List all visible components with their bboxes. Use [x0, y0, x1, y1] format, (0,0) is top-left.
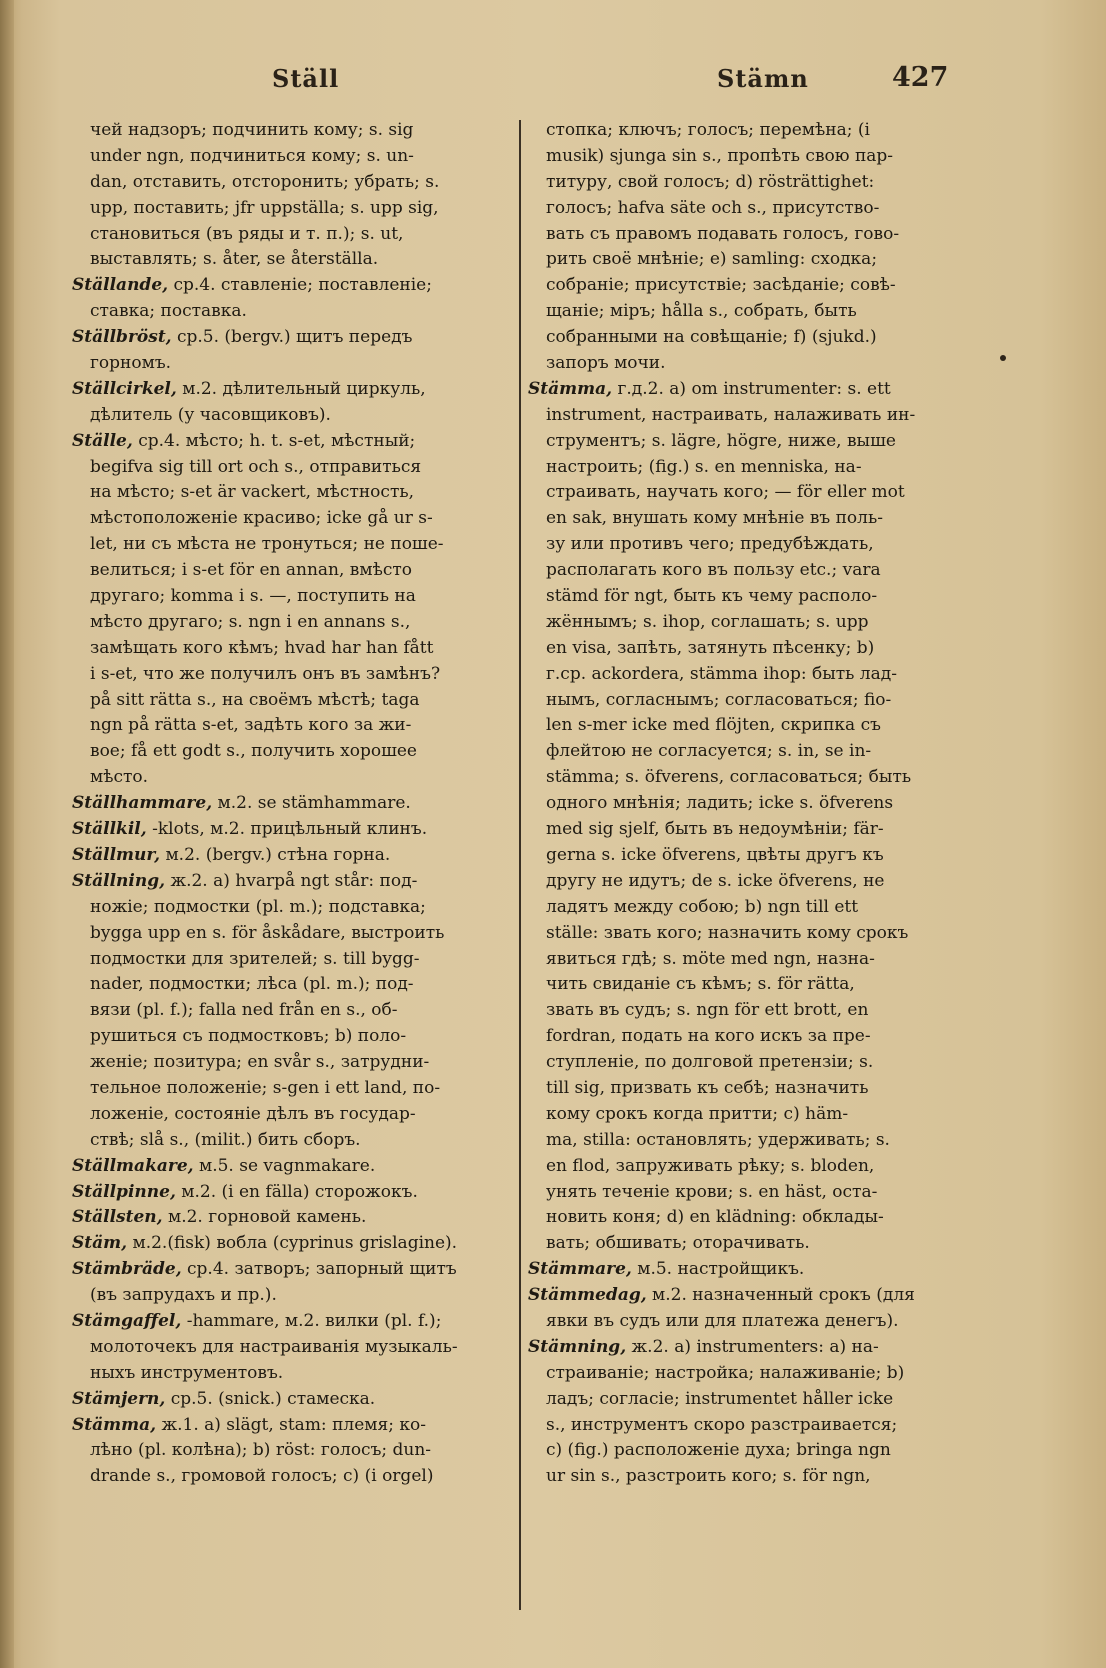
entry-text-line: вое; få ett godt s., получить хорошее	[90, 741, 417, 762]
entry-text-line: ножіе; подмостки (pl. m.); подставка;	[90, 896, 426, 917]
entry-text-line: мѣстоположеніе красиво; icke gå ur s-	[90, 508, 433, 529]
entry-text-line: явки въ судъ или для платежа денегъ).	[546, 1310, 899, 1331]
entry-text-line: струментъ; s. lägre, högre, ниже, выше	[546, 430, 896, 451]
entry-text-line: på sitt rätta s., на своёмъ мѣстѣ; taga	[90, 689, 420, 710]
entry-headword-line: Ställe, ср.4. мѣсто; h. t. s-et, мѣстный;	[72, 430, 416, 451]
entry-text-line: ma, stilla: остановлять; удерживать; s.	[546, 1129, 890, 1150]
entry-text-line: nader, подмостки; лѣса (pl. m.); под-	[90, 974, 414, 995]
headword: Stämma,	[528, 378, 613, 399]
entry-headword-line: Stämbräde, ср.4. затворъ; запорный щитъ	[72, 1259, 457, 1280]
entry-text-line: одного мнѣнія; ладить; icke s. öfverens	[546, 793, 894, 814]
entry-text-line: горномъ.	[90, 353, 172, 374]
left-column	[72, 118, 514, 1490]
entry-text-line: вать съ правомъ подавать голосъ, гово-	[546, 223, 900, 244]
entry-text-line: en visa, запѣть, затянуть пѣсенку; b)	[546, 637, 875, 658]
entry-text-line: титуру, свой голосъ; d) rösträttighet:	[546, 171, 875, 192]
entry-headword-line: Stämma, ж.1. a) slägt, stam: племя; ко-	[72, 1414, 426, 1435]
entry-text-line: under ngn, подчиниться кому; s. un-	[90, 145, 414, 166]
entry-text-line: тельное положеніе; s-gen i ett land, по-	[90, 1077, 441, 1098]
entry-text-line: молоточекъ для настраиванія музыкаль-	[90, 1336, 458, 1357]
entry-headword-line: Stämma, г.д.2. a) om instrumenter: s. ett	[528, 378, 891, 399]
headword: Stämbräde,	[72, 1259, 182, 1280]
entry-text-line: флейтою не согласуется; s. in, se in-	[546, 741, 872, 762]
page-header	[0, 60, 1106, 100]
entry-text-line: med sig sjelf, быть въ недоумѣніи; fär-	[546, 819, 884, 840]
entry-text-line: рить своё мнѣніе; e) samling: сходка;	[546, 249, 878, 270]
entry-headword-line: Stämmare, м.5. настройщикъ.	[528, 1259, 805, 1280]
entry-text-line: let, ни съ мѣста не тронуться; не поше-	[90, 534, 444, 555]
entry-headword-line: Ställmur, м.2. (bergv.) стѣна горна.	[72, 844, 391, 865]
entry-text-line: подмостки для зрителей; s. till bygg-	[90, 948, 420, 969]
entry-text-line: ступленіе, по долговой претензіи; s.	[546, 1052, 874, 1073]
entry-text-line: musik) sjunga sin s., пропѣть свою пар-	[546, 145, 894, 166]
headword: Ställhammare,	[72, 793, 213, 814]
headword: Stäm,	[72, 1233, 128, 1254]
headword: Ställande,	[72, 275, 169, 296]
entry-headword-line: Ställmakare, м.5. se vagnmakare.	[72, 1155, 376, 1176]
entry-headword-line: Stäm, м.2.(fisk) вобла (cyprinus grislagine).	[72, 1233, 458, 1254]
entry-headword-line: Ställsten, м.2. горновой камень.	[72, 1207, 367, 1228]
entry-text-line: становиться (въ ряды и т. п.); s. ut,	[90, 223, 404, 244]
entry-text-line: ныхъ инструментовъ.	[90, 1362, 284, 1383]
entry-text-line: чить свиданіе съ кѣмъ; s. för rätta,	[546, 974, 855, 995]
entry-text-line: (въ запрудахъ и пр.).	[90, 1285, 277, 1306]
headword: Stämmare,	[528, 1259, 632, 1280]
entry-text-line: i s-et, что же получилъ онъ въ замѣнъ?	[90, 663, 441, 684]
entry-headword-line: Ställkil, -klots, м.2. прицѣльный клинъ.	[72, 819, 428, 840]
page-binding-edge	[0, 0, 14, 1668]
entry-text-line: stämma; s. öfverens, согласоваться; быть	[546, 767, 912, 788]
headword: Ställsten,	[72, 1207, 163, 1228]
entry-text-line: на мѣсто; s-et är vackert, мѣстность,	[90, 482, 415, 503]
entry-text-line: len s-mer icke med flöjten, скрипка съ	[546, 715, 881, 736]
entry-text-line: зу или противъ чего; предубѣждать,	[546, 534, 874, 555]
headword: Ställkil,	[72, 819, 147, 840]
entry-headword-line: Ställbröst, ср.5. (bergv.) щитъ передъ	[72, 327, 413, 348]
entry-text-line: ложеніе, состояніе дѣлъ въ государ-	[90, 1103, 416, 1124]
entry-text-line: нымъ, согласнымъ; согласоваться; fio-	[546, 689, 892, 710]
entry-text-line: ладятъ между собою; b) ngn till ett	[546, 896, 859, 917]
entry-text-line: ställe: звать кого; назначить кому срокъ	[546, 922, 909, 943]
headword: Ställpinne,	[72, 1181, 176, 1202]
entry-headword-line: Stämgaffel, -hammare, м.2. вилки (pl. f.);	[72, 1310, 442, 1331]
entry-text-line: instrument, настраивать, налаживать ин-	[546, 404, 916, 425]
headword: Ställmakare,	[72, 1155, 194, 1176]
entry-headword-line: Stämjern, ср.5. (snick.) стамеска.	[72, 1388, 376, 1409]
entry-text-line: другаго; komma i s. —, поступить на	[90, 586, 416, 607]
entry-text-line: страивать, научать кого; — för eller mot	[546, 482, 905, 503]
entry-text-line: выставлять; s. åter, se återställa.	[90, 249, 379, 270]
entry-headword-line: Stämmedag, м.2. назначенный срокъ (для	[528, 1285, 915, 1306]
entry-text-line: щаніе; міръ; hålla s., собрать, быть	[546, 301, 857, 322]
entry-text-line: голосъ; hafva säte och s., присутство-	[546, 197, 880, 218]
entry-text-line: вязи (pl. f.); falla ned från en s., об-	[90, 1000, 398, 1021]
entry-text-line: страиваніе; настройка; налаживаніе; b)	[546, 1362, 905, 1383]
entry-text-line: en sak, внушать кому мнѣніе въ поль-	[546, 508, 883, 529]
headword: Stämning,	[528, 1336, 627, 1357]
entry-text-line: кому срокъ когда притти; c) häm-	[546, 1103, 849, 1124]
headword: Ställning,	[72, 870, 166, 891]
entry-text-line: ngn på rätta s-et, задѣть кого за жи-	[90, 715, 412, 736]
entry-text-line: en flod, запруживать рѣку; s. bloden,	[546, 1155, 875, 1176]
entry-text-line: c) (fig.) расположеніе духа; bringa ngn	[546, 1440, 891, 1461]
entry-text-line: располагать кого въ пользу etc.; vara	[546, 560, 881, 581]
headword: Ställbröst,	[72, 327, 172, 348]
entry-text-line: ладъ; согласіе; instrumentet håller icke	[546, 1388, 894, 1409]
entry-text-line: велиться; i s-et för en annan, вмѣсто	[90, 560, 413, 581]
entry-text-line: ставка; поставка.	[90, 301, 247, 322]
entry-text-line: лѣно (pl. колѣна); b) röst: голосъ; dun-	[90, 1440, 432, 1461]
entry-headword-line: Ställcirkel, м.2. дѣлительный циркуль,	[72, 378, 426, 399]
entry-text-line: till sig, призвать къ себѣ; назначить	[546, 1077, 869, 1098]
entry-text-line: drande s., громовой голосъ; c) (i orgel)	[90, 1466, 434, 1487]
entry-text-line: ur sin s., разстроить кого; s. för ngn,	[546, 1466, 871, 1487]
entry-text-line: upp, поставить; jfr uppställa; s. upp sig,	[90, 197, 439, 218]
entry-text-line: bygga upp en s. för åskådare, выстроить	[90, 922, 445, 943]
entry-text-line: собранными на совѣщаніе; f) (sjukd.)	[546, 327, 877, 348]
entry-text-line: gerna s. icke öfverens, цвѣты другъ къ	[546, 844, 884, 865]
headword: Ställe,	[72, 430, 133, 451]
entry-headword-line: Ställhammare, м.2. se stämhammare.	[72, 793, 411, 814]
headword: Stämgaffel,	[72, 1310, 182, 1331]
entry-text-line: fordran, подать на кого искъ за пре-	[546, 1026, 871, 1047]
entry-text-line: мѣсто.	[90, 767, 149, 788]
headword: Stämjern,	[72, 1388, 166, 1409]
entry-text-line: новить коня; d) en klädning: обклады-	[546, 1207, 884, 1228]
right-column	[528, 118, 964, 1490]
ink-spot	[1000, 355, 1006, 361]
entry-headword-line: Ställning, ж.2. a) hvarpå ngt står: под-	[72, 870, 418, 891]
headword: Ställcirkel,	[72, 378, 177, 399]
entry-text-line: запоръ мочи.	[546, 353, 666, 374]
entry-text-line: собраніе; присутствіе; засѣданіе; совѣ-	[546, 275, 896, 296]
headword: Stämmedag,	[528, 1285, 647, 1306]
entry-text-line: унять теченіе крови; s. en häst, оста-	[546, 1181, 878, 1202]
entry-text-line: вать; обшивать; оторачивать.	[546, 1233, 810, 1254]
entry-text-line: замѣщать кого кѣмъ; hvad har han fått	[90, 637, 434, 658]
headword: Stämma,	[72, 1414, 157, 1435]
entry-text-line: стопка; ключъ; голосъ; перемѣна; (i	[546, 120, 870, 140]
entry-text-line: другу не идутъ; de s. icke öfverens, не	[546, 870, 885, 891]
entry-text-line: женіе; позитура; en svår s., затрудни-	[90, 1052, 430, 1073]
entry-text-line: мѣсто другаго; s. ngn i en annans s.,	[90, 611, 411, 632]
entry-text-line: настроить; (fig.) s. en menniska, на-	[546, 456, 862, 477]
left-guide-word: Ställ	[272, 64, 340, 93]
entry-text-line: begifva sig till ort och s., отправиться	[90, 456, 422, 477]
entry-text-line: рушиться съ подмостковъ; b) поло-	[90, 1026, 407, 1047]
entry-text-line: г.ср. ackordera, stämma ihop: быть лад-	[546, 663, 897, 684]
entry-headword-line: Ställpinne, м.2. (i en fälla) сторожокъ.	[72, 1181, 418, 1202]
entry-headword-line: Ställande, ср.4. ставленіе; поставленіе;	[72, 275, 432, 296]
headword: Ställmur,	[72, 844, 161, 865]
right-guide-word: Stämn	[717, 64, 809, 93]
entry-text-line: dan, отставить, отсторонить; убрать; s.	[90, 171, 440, 192]
entry-text-line: stämd för ngt, быть къ чему располо-	[546, 586, 878, 607]
entry-text-line: чей надзоръ; подчинить кому; s. sig	[90, 120, 414, 140]
entry-text-line: звать въ судъ; s. ngn för ett brott, en	[546, 1000, 869, 1021]
entry-text-line: жённымъ; s. ihop, соглашать; s. upp	[546, 611, 869, 632]
page-number: 427	[892, 62, 949, 93]
entry-text-line: явиться гдѣ; s. möte med ngn, назна-	[546, 948, 875, 969]
entry-text-line: ствѣ; slå s., (milit.) бить сборъ.	[90, 1129, 361, 1150]
entry-headword-line: Stämning, ж.2. a) instrumenters: a) на-	[528, 1336, 879, 1357]
entry-text-line: s., инструментъ скоро разстраивается;	[546, 1414, 898, 1435]
column-divider	[519, 120, 521, 1610]
entry-text-line: дѣлитель (у часовщиковъ).	[90, 404, 331, 425]
